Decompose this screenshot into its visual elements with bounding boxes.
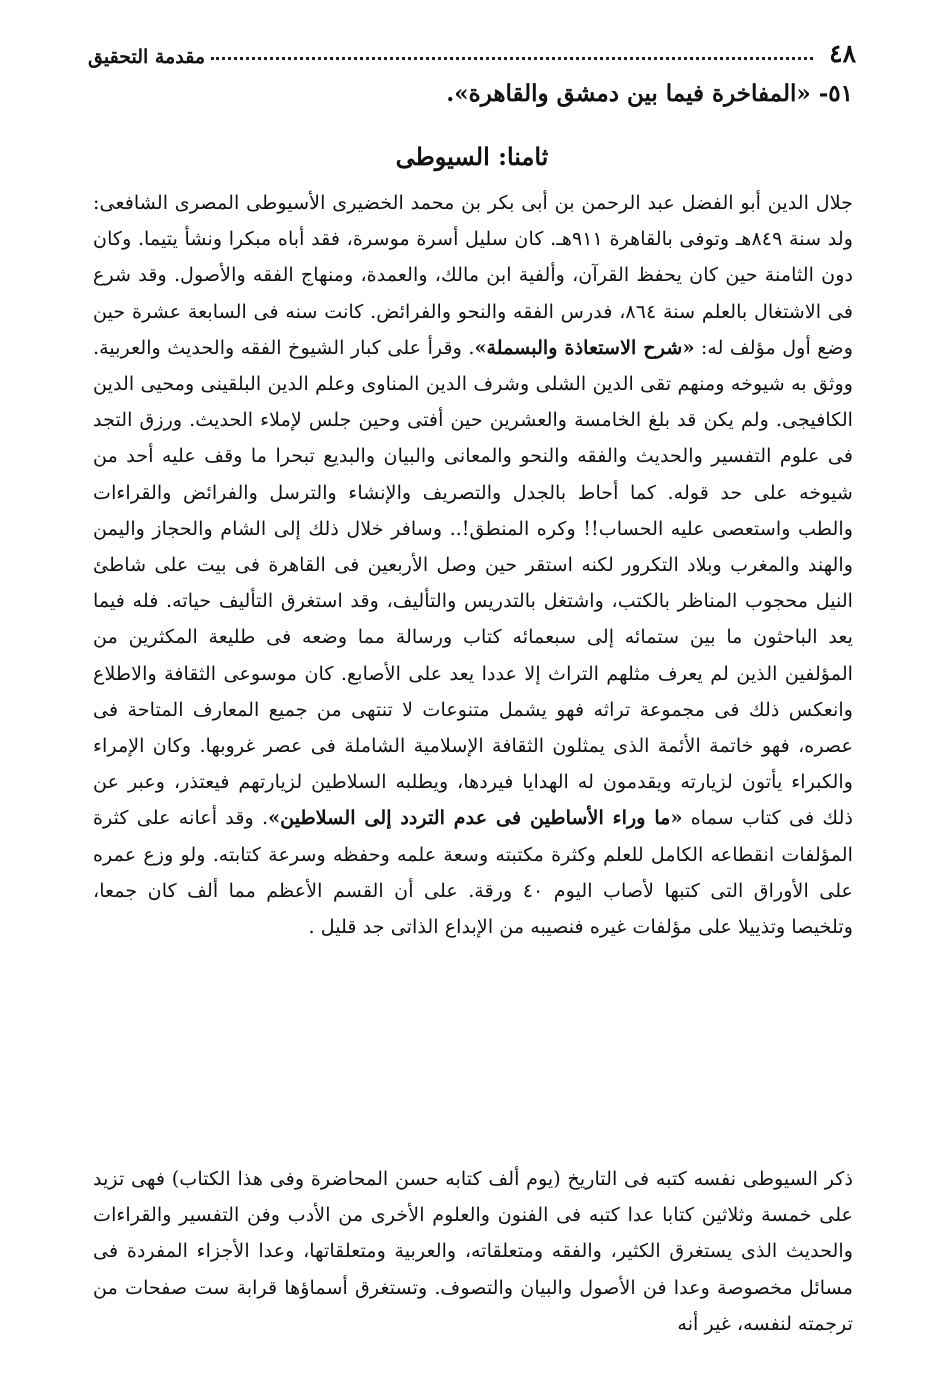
biography-paragraph (93, 185, 853, 945)
section-title: مقدمة التحقيق (88, 46, 205, 68)
book-title-bold: «شرح الاستعاذة والبسملة» (474, 335, 695, 359)
page-number: ٤٨ (829, 39, 856, 68)
leader-dots (211, 57, 813, 60)
running-head (88, 32, 856, 68)
paragraph-text: . وقرأ على كبار الشيوخ الفقه والحديث والعربية. ووثق به شيوخه ومنهم تقى الدين الشلى وشرف الدين المناوى وعلم الدين البلقينى ومحيى الدين الكافيجى. ولم يكن قد بلغ الخامسة والعشرين حين أفتى وحين جلس لإملاء الحديث. ورزق التجد فى علوم التفسير والحديث والفقه والنحو والمعانى والبيان والبديع تبحرا ما وقف عليه أحد من شيوخه على حد قوله. كما أحاط بالجدل والتصريف والإنشاء والترسل والفرائض والقراءات والطب واستعصى عليه الحساب!! وكره المنطق!.. وسافر خلال ذلك إلى الشام والحجاز واليمن والهند والمغرب وبلاد التكرور لكنه استقر حين وصل الأربعين فى القاهرة فى بيت على شاطئ النيل محجوب المناظر بالكتب، واشتغل بالتدريس والتأليف، وقد استغرق التأليف حياته. فله فيما يعد الباحثون ما بين ستمائه إلى سبعمائه كتاب ورسالة مما وضعه فى طليعة المكثرين من المؤلفين الذين لم يعرف مثلهم التراث إلا عددا يعد على الأصابع. كان موسوعى الثقافة والاطلاع وانعكس ذلك فى مجموعة تراثه فهو يشمل متنوعات لا تنتهى من جميع المعارف المتاحة فى عصره، فهو خاتمة الأئمة الذى يمثلون الثقافة الإسلامية الشاملة فى عصر غروبها. وكان الإمراء والكبراء يأتون لزيارته ويقدمون له الهدايا فيردها، ويطلبه السلاطين لزيارتهم فيعتذر، وعبر عن ذلك فى كتاب سماه (93, 335, 853, 830)
works-paragraph (93, 1161, 853, 1342)
book-title-bold: «ما وراء الأساطين فى عدم التردد إلى السلاطين» (268, 806, 683, 830)
section-heading: ثامنا: السيوطى (395, 142, 549, 171)
paragraph-text: ذكر السيوطى نفسه كتبه فى التاريخ (يوم ألف كتابه حسن المحاضرة وفى هذا الكتاب) فهى تزيد على خمسة وثلاثين كتابا عدا كتبه فى الفنون والعلوم الأخرى من الأدب وفن التفسير والقراءات والحديث الذى يستغرق الكثير، والفقه ومتعلقاته، والعربية ومتعلقاتها، وعدا الأجزاء المفردة فى مسائل مخصوصة وعدا فن الأصول والبيان والتصوف. وتستغرق أسماؤها قرابة ست صفحات من ترجمته لنفسه، غير أنه (93, 1167, 853, 1335)
paragraph-text: . وقد أعانه على كثرة المؤلفات انقطاعه الكامل للعلم وكثرة مكتبته وسعة علمه وحفظه وسرعة كتابته. ولو وزع عمره على الأوراق التى كتبها لأصاب اليوم ٤٠ ورقة. على أن القسم الأعظم مما ألف كان جمعا، وتلخيصا وتذييلا على مؤلفات غيره فنصيبه من الإبداع الذاتى جد قليل . (93, 806, 854, 939)
paragraph-text: جلال الدين أبو الفضل عبد الرحمن بن أبى بكر بن محمد الخضيرى الأسيوطى المصرى الشافعى: ولد سنة ٨٤٩هـ وتوفى بالقاهرة ٩١١هـ. كان سليل أسرة موسرة، فقد أباه مبكرا ونشأ يتيما. وكان دون الثامنة حين كان يحفظ القرآن، وألفية ابن مالك، والعمدة، ومنهاج الفقه والأصول. وقد شرع فى الاشتغال بالعلم سنة ٨٦٤، فدرس الفقه والنحو والفرائض. كانت سنه فى السابعة عشرة حين وضع أول مؤلف له: (93, 191, 853, 359)
list-item-51: ٥١- «المفاخرة فيما بين دمشق والقاهرة». (446, 80, 853, 107)
